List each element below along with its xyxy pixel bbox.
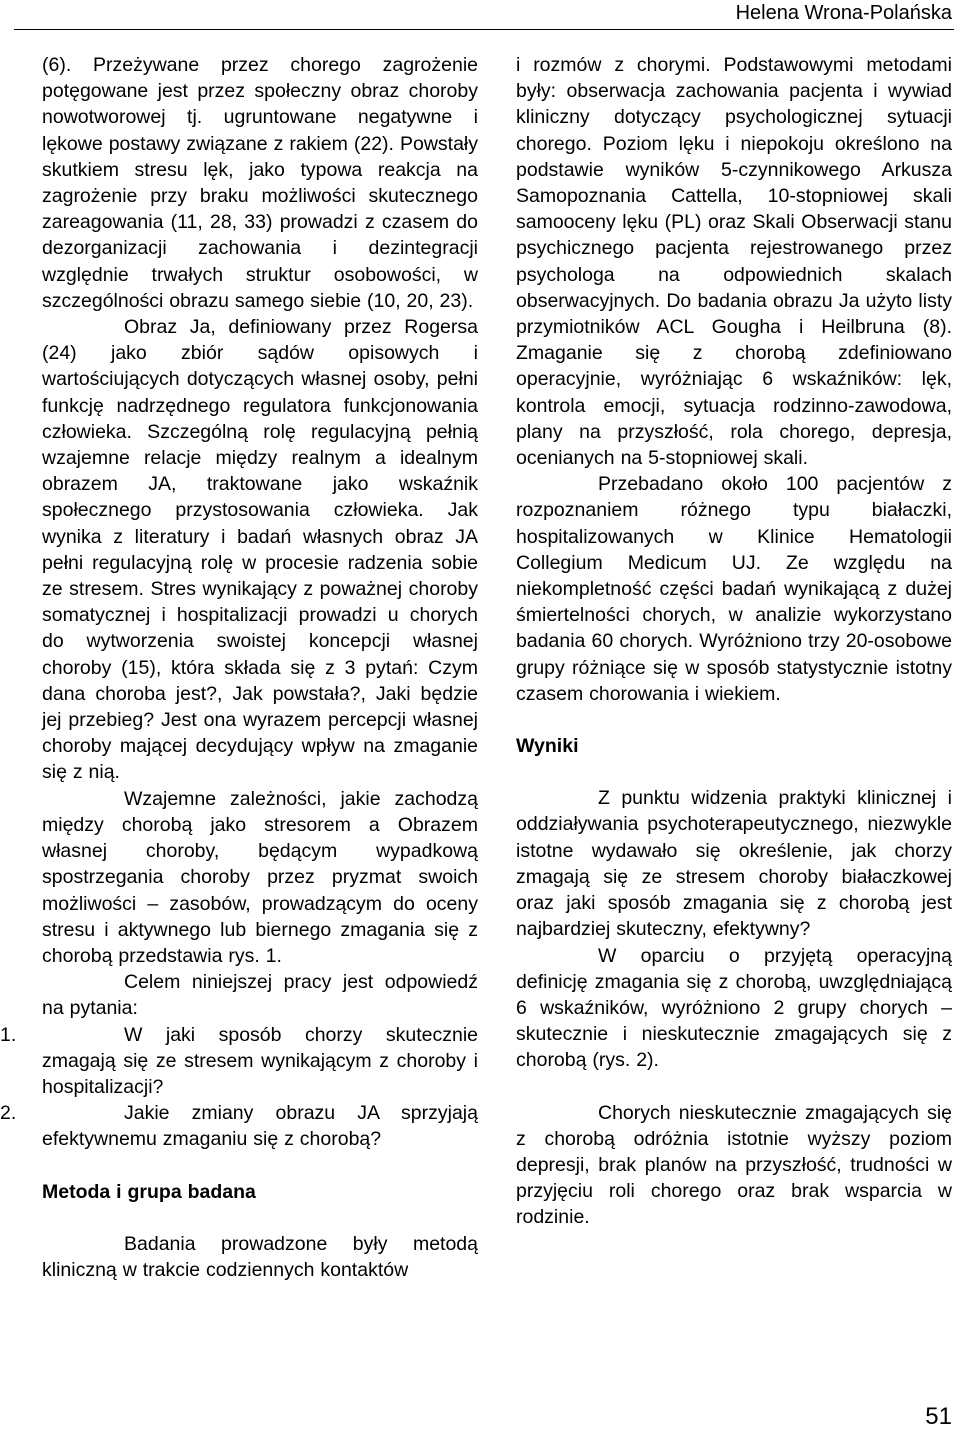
- left-column: [0, 52, 478, 1283]
- question-text: W jaki sposób chorzy skutecznie zmagają się ze stresem wynikającym z choroby i hospitalizacji?: [42, 1023, 478, 1098]
- paragraph: Chorych nieskutecznie zmagających się z chorobą odróżnia istotnie wyższy poziom depresji, brak planów na przyszłość, trudności w przyjęciu roli chorego oraz brak wsparcia w rodzinie.: [516, 1101, 952, 1229]
- paragraph: Badania prowadzone były metodą kliniczną w trakcie codziennych kontaktów: [42, 1232, 478, 1281]
- paragraph: Z punktu widzenia praktyki klinicznej i oddziaływania psychoterapeutycznego, niezwykle istotne wydawało się określenie, jak chorzy zmagają się ze stresem choroby białaczkowej oraz jaki sposób zmagania się z chorobą jest najbardziej skuteczny, efektywny?: [516, 787, 952, 941]
- research-question: [0, 1100, 478, 1152]
- question-text: Jakie zmiany obrazu JA sprzyjają efektywnemu zmaganiu się z chorobą?: [42, 1102, 478, 1151]
- paragraph: i rozmów z chorymi. Podstawowymi metodami były: obserwacja zachowania pacjenta i wywiad kliniczny dotyczący psychologicznej sytuacji chorego. Poziom lęku i niepokoju określono na podstawie wyników 5-czynnikowego Arkusza Samopoznania Cattella, 10-stopniowej skali samooceny lęku (PL) oraz Skali Obserwacji stanu psychicznego pacjenta rejestrowanego przez psychologa na odpowiednich skalach obserwacyjnych. Do badania obrazu Ja użyto listy przymiotników ACL Gougha i Heilbruna (8). Zmaganie się z chorobą zdefiniowano operacyjnie, wyróżniając 6 wskaźników: lęk, kontrola emocji, sytuacja rodzinno-zawodowa, plany na przyszłość, rola chorego, depresja, ocenianych na 5-stopniowej skali.: [516, 54, 952, 470]
- question-number: 2.: [0, 1102, 17, 1125]
- paragraph: Celem niniejszej pracy jest odpowiedź na pytania:: [42, 971, 478, 1020]
- paragraph: W oparciu o przyjętą operacyjną definicję zmagania się z chorobą, uwzględniającą 6 wskaźników, wyróżniono 2 grupy chorych – skutecznie i nieskutecznie zmagających się z chorobą (rys. 2).: [516, 944, 952, 1072]
- right-column: [516, 52, 952, 1231]
- paragraph: Wzajemne zależności, jakie zachodzą między chorobą jako stresorem a Obrazem własnej choroby, będącym wypadkową spostrzegania choroby przez pryzmat swoich możliwości – zasobów, prowadzącym do oceny stresu i aktywnego lub biernego zmagania się z chorobą przedstawia rys. 1.: [42, 787, 478, 967]
- header-rule: [14, 29, 954, 30]
- paragraph: Przebadano około 100 pacjentów z rozpoznaniem różnego typu białaczki, hospitalizowanych w Klinice Hematologii Collegium Medicum UJ. Ze względu na niekompletność części badań wynikającą z dużej śmiertelności chorych, w analizie wykorzystano badania 60 chorych. Wyróżniono trzy 20-osobowe grupy różniące się w sposób statystycznie istotny czasem chorowania i wiekiem.: [516, 473, 952, 705]
- research-question: [0, 1022, 478, 1101]
- question-number: 1.: [0, 1023, 17, 1046]
- running-header-author: Helena Wrona-Polańska: [735, 2, 952, 24]
- section-heading-results: Wyniki: [516, 735, 579, 758]
- section-heading-method: Metoda i grupa badana: [42, 1180, 256, 1203]
- page-number: 51: [925, 1403, 952, 1430]
- paragraph: (6). Przeżywane przez chorego zagrożenie potęgowane jest przez społeczny obraz choroby nowotworowej tj. ugruntowane negatywne i lękowe postawy związane z rakiem (22). Powstały skutkiem stresu lęk, jako typowa reakcja na zagrożenie przy braku możliwości skutecznego zareagowania (11, 28, 33) prowadzi z czasem do dezorganizacji zachowania i dezintegracji względnie trwałych struktur osobowości, w szczególności obrazu samego siebie (10, 20, 23).: [42, 54, 478, 312]
- paragraph: Obraz Ja, definiowany przez Rogersa (24) jako zbiór sądów opisowych i wartościujących dotyczących własnej osoby, pełni funkcję nadrzędnego regulatora funkcjonowania człowieka. Szczególną rolę regulacyjną pełnią wzajemne relacje między realnym a idealnym obrazem JA, traktowane jako wskaźnik społecznego przystosowania człowieka. Jak wynika z literatury i badań własnych obraz JA pełni regulacyjną rolę w procesie radzenia sobie ze stresem. Stres wynikający z poważnej choroby somatycznej i hospitalizacji prowadzi u chorych do wytworzenia swoistej koncepcji własnej choroby (15), która składa się z 3 pytań: Czym dana choroba jest?, Jak powstała?, Jaki będzie jej przebieg? Jest ona wyrazem percepcji własnej choroby mającej decydujący wpływ na zmaganie się z nią.: [42, 316, 478, 784]
